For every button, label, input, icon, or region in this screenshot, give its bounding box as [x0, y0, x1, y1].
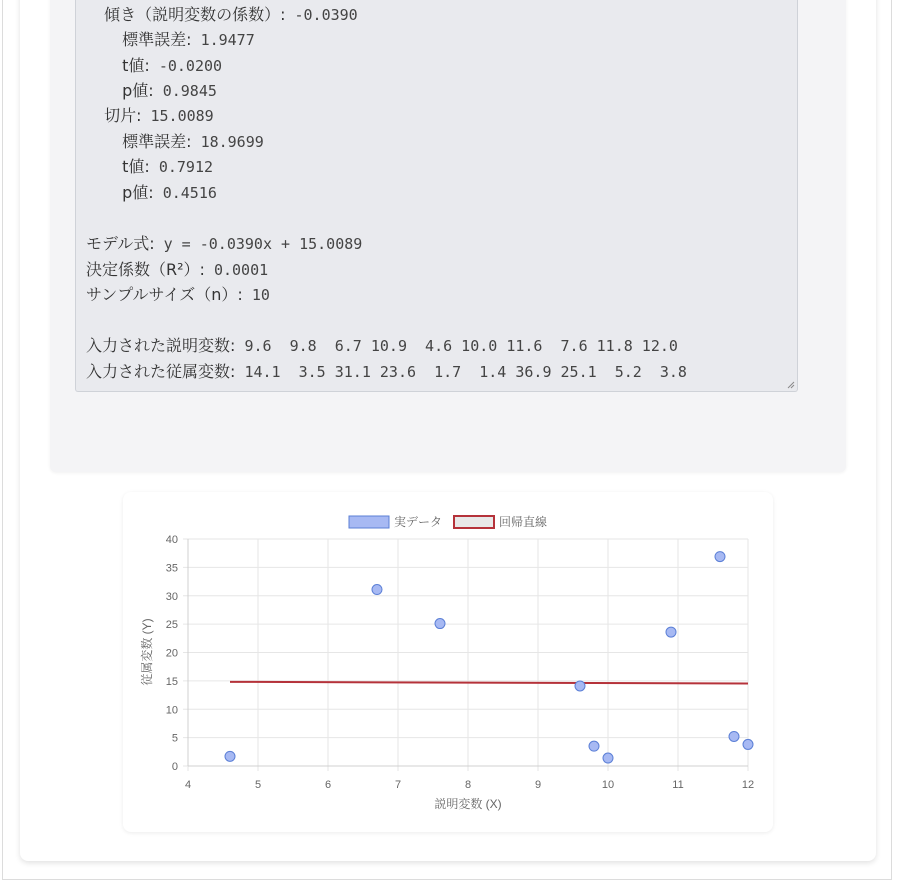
x-input-line	[86, 336, 678, 356]
model-value: y = -0.0390x + 15.0089	[163, 235, 363, 253]
int-p-line	[86, 183, 217, 203]
slope-se-line	[86, 30, 255, 50]
r2-line	[86, 260, 268, 280]
axis-layer	[166, 534, 754, 791]
x-tick-label: 9	[534, 779, 542, 791]
model-label: モデル式:	[86, 234, 155, 253]
n-label: サンプルサイズ（n）:	[86, 285, 243, 304]
x-tick-label: 10	[601, 779, 615, 791]
int-se-value: 18.9699	[200, 133, 264, 151]
regression-line	[230, 682, 748, 684]
slope-t-line	[86, 56, 222, 76]
x-input-label: 入力された説明変数:	[86, 336, 236, 355]
data-point[interactable]	[666, 627, 676, 637]
resize-grip-icon[interactable]	[787, 381, 795, 389]
y-tick-label: 35	[165, 562, 178, 575]
data-point[interactable]	[372, 585, 382, 595]
int-p-value: 0.4516	[162, 184, 217, 202]
slope-t-label: t値:	[122, 56, 150, 75]
y-tick-label: 15	[165, 675, 178, 688]
r2-value: 0.0001	[213, 261, 269, 279]
int-p-label: p値:	[122, 183, 154, 202]
data-point[interactable]	[729, 731, 739, 741]
slope-se-label: 標準誤差:	[122, 30, 192, 49]
x-input-value: 9.6 9.8 6.7 10.9 4.6 10.0 11.6 7.6 11.8 12.0	[244, 337, 678, 355]
data-point[interactable]	[743, 739, 753, 749]
data-point[interactable]	[225, 751, 235, 761]
legend[interactable]	[349, 514, 547, 529]
model-line	[86, 234, 362, 254]
x-tick-label: 11	[672, 779, 684, 791]
x-tick-label: 4	[184, 779, 192, 791]
data-point[interactable]	[589, 741, 599, 751]
slope-value: -0.0390	[294, 6, 358, 24]
y-tick-label: 10	[165, 704, 178, 717]
slope-line	[86, 5, 358, 25]
int-t-label: t値:	[122, 157, 150, 176]
y-tick-label: 0	[171, 761, 178, 773]
r2-label: 決定係数（R²）:	[86, 260, 205, 279]
data-point[interactable]	[603, 753, 613, 763]
int-se-line	[86, 132, 264, 152]
data-point-layer	[225, 552, 753, 763]
x-tick-label: 8	[464, 779, 472, 791]
x-tick-label: 7	[394, 779, 402, 791]
x-axis-title: 説明変数 (X)	[434, 797, 502, 811]
y-tick-label: 40	[165, 534, 178, 546]
y-tick-label: 30	[165, 590, 178, 603]
x-tick-label: 12	[741, 779, 755, 791]
y-input-value: 14.1 3.5 31.1 23.6 1.7 1.4 36.9 25.1 5.2 3.8	[244, 363, 687, 381]
y-input-label: 入力された従属変数:	[86, 362, 236, 381]
y-tick-label: 5	[171, 732, 178, 745]
data-point[interactable]	[575, 681, 585, 691]
x-tick-label: 6	[324, 779, 332, 791]
legend-label-line: 回帰直線	[499, 515, 548, 529]
regression-line-layer	[230, 682, 748, 684]
legend-label-data: 実データ	[394, 515, 443, 529]
chart-card	[123, 492, 773, 832]
data-point[interactable]	[435, 619, 445, 629]
intercept-line	[86, 106, 214, 126]
slope-se-value: 1.9477	[200, 31, 255, 49]
intercept-label: 切片:	[104, 106, 142, 125]
regression-chart[interactable]	[123, 492, 773, 832]
legend-swatch-data	[349, 516, 389, 528]
int-t-value: 0.7912	[158, 158, 214, 176]
intercept-value: 15.0089	[150, 107, 214, 125]
x-tick-label: 5	[254, 779, 262, 791]
n-line	[86, 285, 270, 305]
int-t-line	[86, 157, 213, 177]
slope-label: 傾き（説明変数の係数）:	[104, 5, 286, 24]
n-value: 10	[251, 286, 270, 304]
slope-p-label: p値:	[122, 81, 154, 100]
y-tick-label: 25	[165, 619, 178, 632]
slope-p-value: 0.9845	[162, 82, 217, 100]
slope-p-line	[86, 81, 217, 101]
data-point[interactable]	[715, 552, 725, 562]
legend-swatch-line	[454, 516, 494, 528]
y-input-line	[86, 362, 687, 382]
y-axis-title: 従属変数 (Y)	[140, 618, 154, 686]
grid-layer	[183, 539, 748, 771]
y-tick-label: 20	[165, 647, 178, 660]
int-se-label: 標準誤差:	[122, 132, 192, 151]
slope-t-value: -0.0200	[158, 57, 223, 75]
